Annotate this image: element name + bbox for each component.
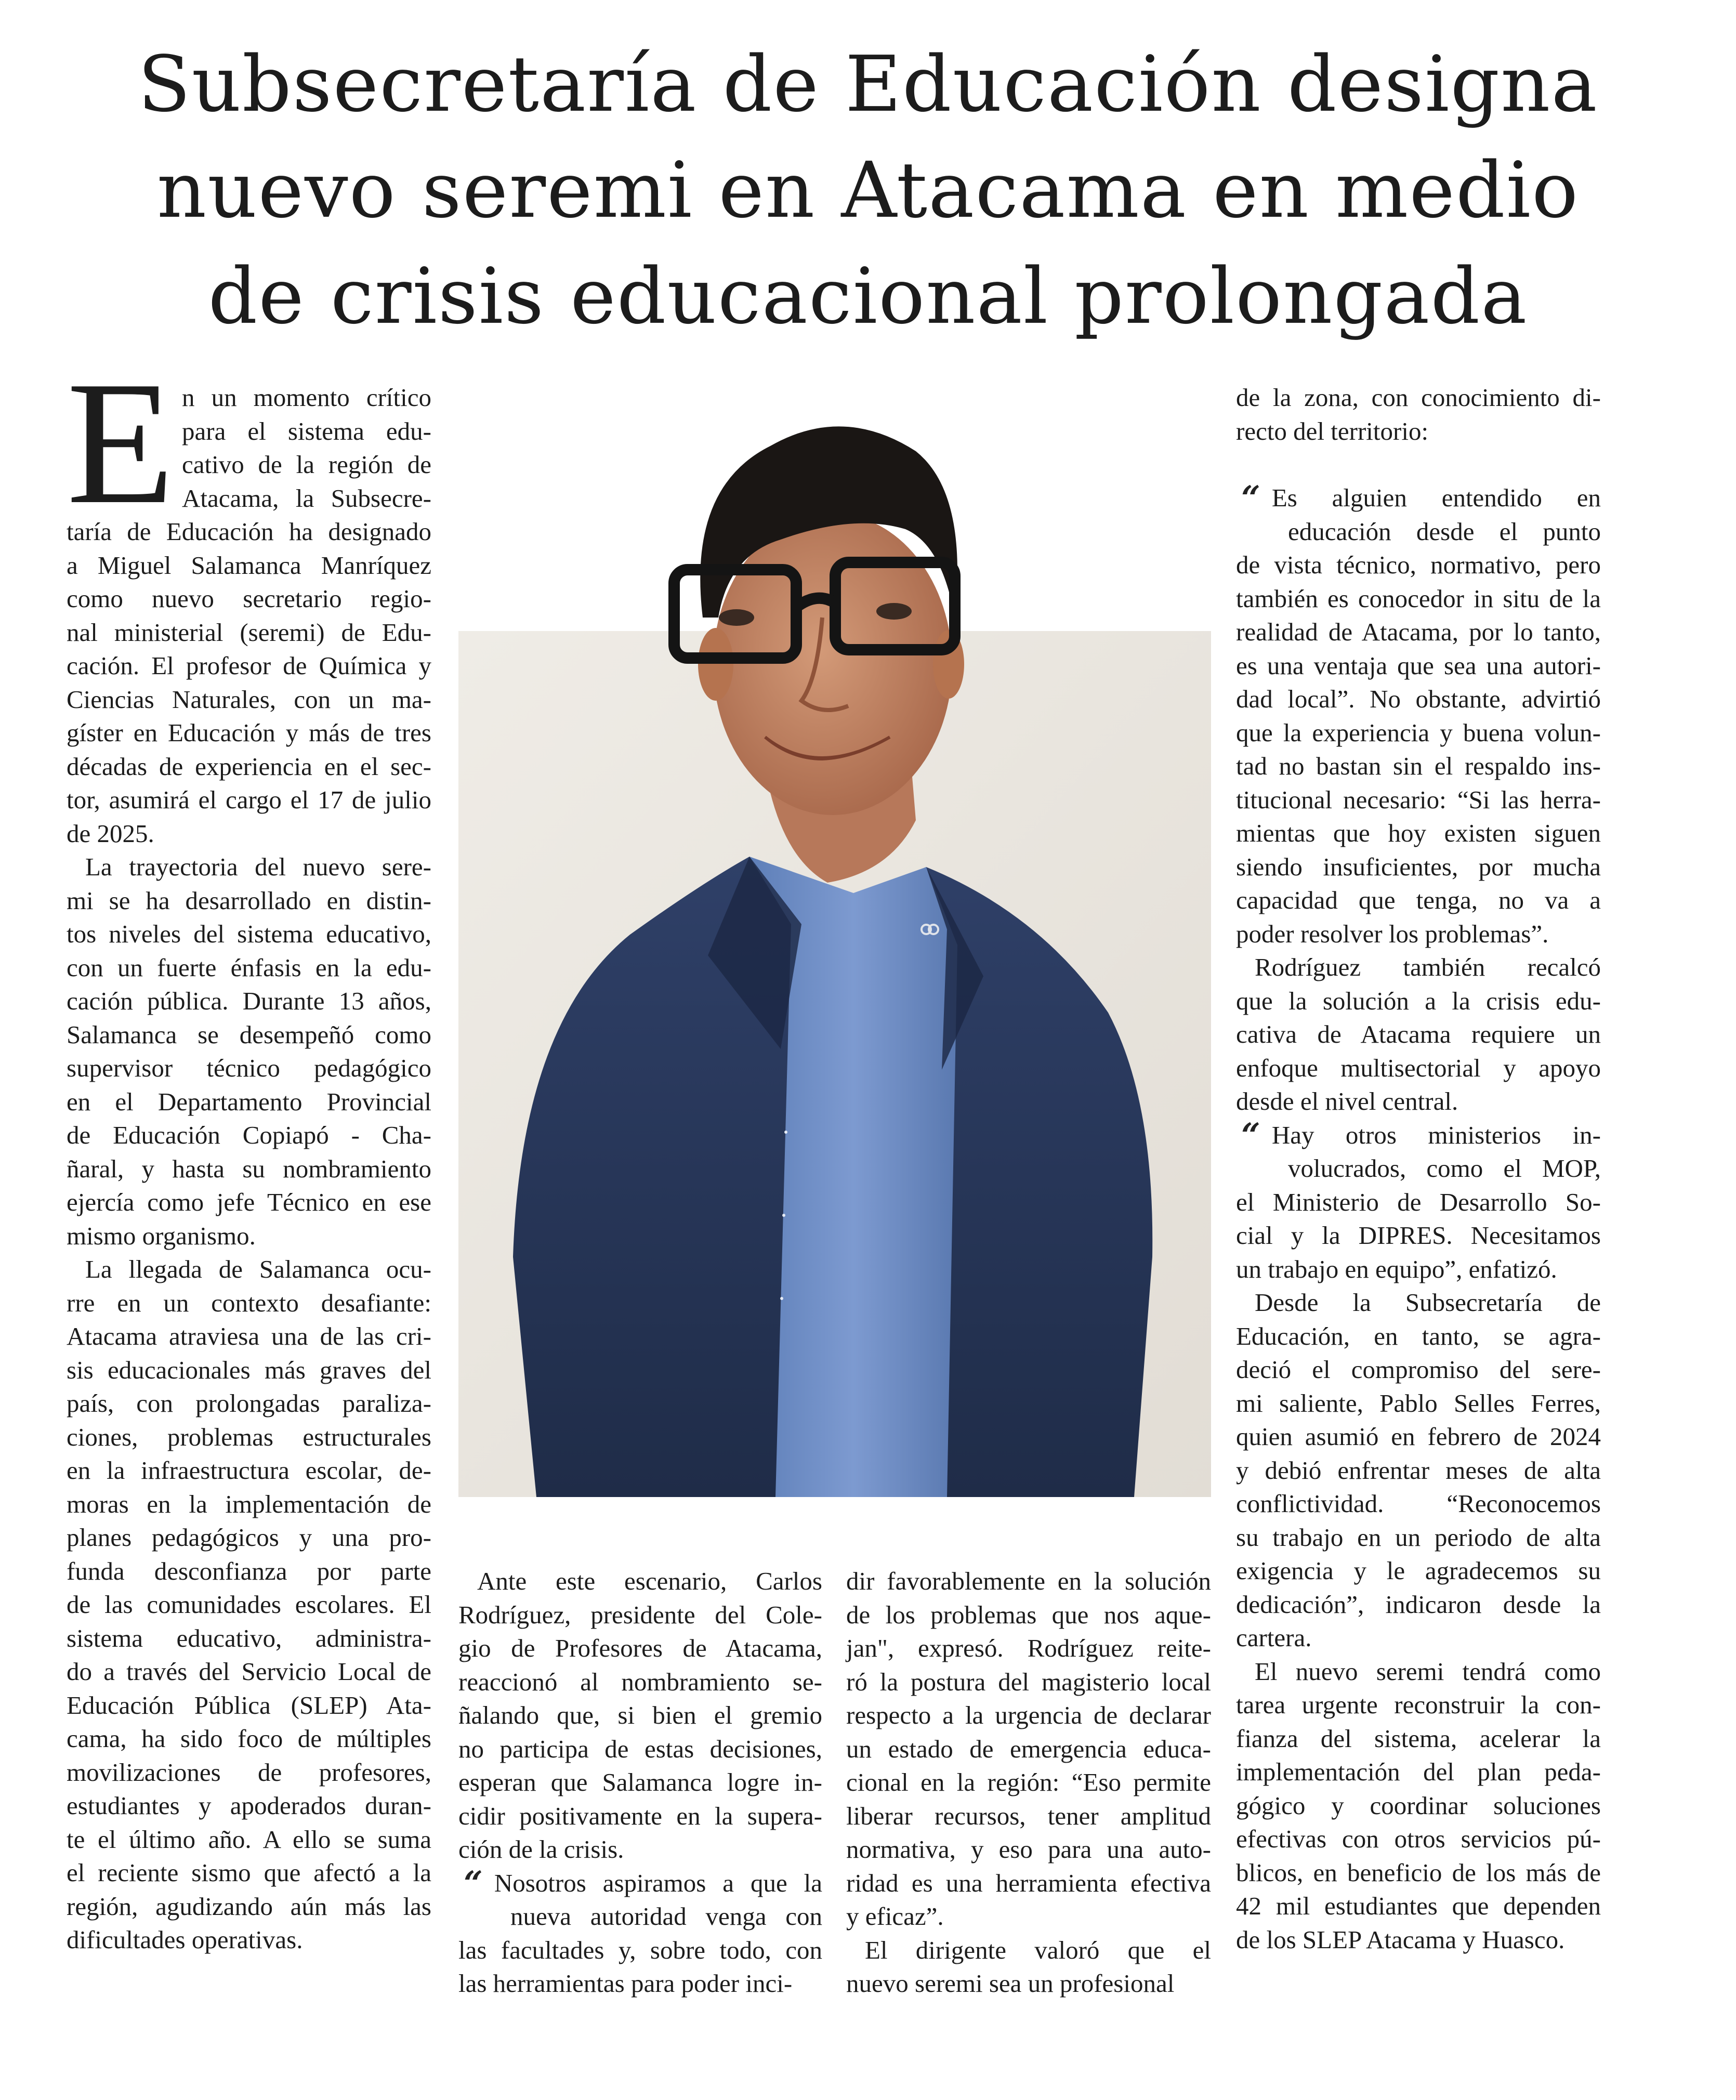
quote-block — [1236, 1115, 1601, 1287]
quote-block — [1236, 481, 1601, 951]
text-line: El nuevo seremi tendrá como — [1255, 1657, 1601, 1686]
text-line — [1236, 1115, 1601, 1155]
text-line: de la zona, con conocimiento di- — [1236, 383, 1601, 412]
text-line: do a través del Servicio Local de — [67, 1657, 431, 1686]
text-line: que la solución a la crisis edu- — [1236, 986, 1601, 1015]
text-line: cación pública. Durante 13 años, — [67, 987, 431, 1015]
text-line: cativo de la región de — [182, 450, 431, 479]
text-line: La trayectoria del nuevo sere- — [85, 852, 431, 881]
text-line: ridad es una herramienta efectiva — [846, 1868, 1211, 1897]
text-line: recto del territorio: — [1236, 416, 1429, 445]
text-line: movilizaciones de profesores, — [67, 1757, 431, 1787]
text-line: Rodríguez también recalcó — [1255, 953, 1601, 981]
text-line: mi se ha desarrollado en distin- — [67, 886, 431, 915]
text-line: 42 mil estudiantes que dependen — [1236, 1892, 1601, 1920]
text-line: gógico y coordinar soluciones — [1236, 1791, 1601, 1820]
column-2 — [458, 1565, 822, 2001]
text-line: sis educacionales más graves del — [67, 1355, 431, 1384]
text-line: Educación, en tanto, se agra- — [1236, 1321, 1601, 1350]
text-line: mismo organismo. — [67, 1221, 256, 1250]
text-line: tos niveles del sistema educativo, — [67, 920, 431, 948]
text-line: Atacama, la Subsecre- — [182, 483, 431, 513]
column-1 — [67, 381, 431, 1957]
text-line: y debió enfrentar meses de alta — [1236, 1455, 1601, 1485]
headline — [31, 31, 1705, 349]
text-line: respecto a la urgencia de declarar — [846, 1701, 1211, 1729]
text-line: que la experiencia y buena volun- — [1236, 718, 1601, 747]
text-line: Salamanca se desempeñó como — [67, 1020, 431, 1049]
text-line: normativa, y eso para una auto- — [846, 1835, 1211, 1863]
quote-block — [458, 1863, 822, 2001]
text-line: cartera. — [1236, 1623, 1312, 1652]
text-line: Ciencias Naturales, con un ma- — [67, 685, 431, 714]
text-line: cial y la DIPRES. Necesitamos — [1236, 1221, 1601, 1250]
text-line: dedicación”, indicaron desde la — [1236, 1590, 1601, 1619]
quote-open-icon: “ — [1241, 479, 1260, 518]
text-line: ciones, problemas estructurales — [67, 1422, 431, 1451]
text-line: reaccionó al nombramiento se- — [458, 1667, 822, 1696]
text-line: un trabajo en equipo”, enfatizó. — [1236, 1254, 1557, 1283]
text-line: dificultades operativas. — [67, 1925, 303, 1954]
text-line: nuevo seremi sea un profesional — [846, 1969, 1175, 1998]
text-line: realidad de Atacama, por lo tanto, — [1236, 618, 1601, 646]
text-line: su trabajo en un periodo de alta — [1236, 1522, 1601, 1552]
text-line: volucrados, como el MOP, — [1288, 1154, 1601, 1183]
text-line: de vista técnico, normativo, pero — [1236, 550, 1601, 579]
drop-cap: E — [67, 345, 175, 541]
quote-open-icon: “ — [464, 1863, 483, 1903]
column-3 — [846, 1565, 1211, 2001]
text-line: el reciente sismo que afectó a la — [67, 1858, 431, 1887]
text-line: taría de Educación ha designado — [67, 517, 431, 546]
text-line: blicos, en beneficio de los más de — [1236, 1858, 1601, 1887]
text-line: efectivas con otros servicios pú- — [1236, 1825, 1601, 1853]
text-line: educación desde el punto — [1288, 517, 1601, 546]
quote-text: Es alguien entendido en — [1271, 483, 1601, 512]
intro-paragraph — [67, 381, 431, 515]
text-line: con un fuerte énfasis en la edu- — [67, 953, 431, 982]
text-line: cativa de Atacama requiere un — [1236, 1020, 1601, 1048]
text-line: de los problemas que nos aque- — [846, 1600, 1211, 1629]
text-line: de las comunidades escolares. El — [67, 1590, 431, 1619]
paragraph — [1236, 1655, 1601, 1957]
text-line: cación. El profesor de Química y — [67, 651, 431, 680]
text-line: capacidad que tenga, no va a — [1236, 886, 1601, 914]
text-line: planes pedagógicos y una pro- — [67, 1523, 431, 1552]
text-line: como nuevo secretario regio- — [67, 584, 431, 613]
text-line: tarea urgente reconstruir la con- — [1236, 1690, 1601, 1719]
text-line: jan", expresó. Rodríguez reite- — [846, 1634, 1211, 1662]
text-line: te el último año. A ello se suma — [67, 1825, 431, 1854]
text-line: el Ministerio de Desarrollo So- — [1236, 1187, 1601, 1216]
text-line: liberar recursos, tener amplitud — [846, 1801, 1211, 1830]
text-line: en la infraestructura escolar, de- — [67, 1456, 431, 1485]
text-line: de Educación Copiapó - Cha- — [67, 1121, 431, 1149]
text-line: moras en la implementación de — [67, 1489, 431, 1518]
paragraph — [1236, 1286, 1601, 1655]
text-line: también es conocedor in situ de la — [1236, 584, 1601, 613]
headline-line-2: nuevo seremi en Atacama en medio — [156, 146, 1580, 235]
text-line: desde el nivel central. — [1236, 1087, 1458, 1115]
text-line: mientas que hoy existen siguen — [1236, 819, 1601, 847]
text-line: La llegada de Salamanca ocu- — [85, 1255, 431, 1283]
paragraph — [1236, 381, 1601, 448]
text-line: décadas de experiencia en el sec- — [67, 752, 431, 781]
text-line: funda desconfianza por parte — [67, 1556, 431, 1585]
text-line: en el Departamento Provincial — [67, 1087, 431, 1116]
column-4 — [1236, 381, 1601, 1957]
text-line: de 2025. — [67, 819, 154, 848]
text-line: tor, asumirá el cargo el 17 de julio — [67, 785, 431, 814]
text-line: estudiantes y apoderados duran- — [67, 1791, 431, 1820]
text-line: para el sistema edu- — [182, 416, 431, 445]
paragraph — [1236, 951, 1601, 1119]
text-line: fianza del sistema, acelerar la — [1236, 1724, 1601, 1753]
text-line: titucional necesario: “Si las herra- — [1236, 785, 1601, 814]
text-line: es una ventaja que sea una autori- — [1236, 651, 1601, 680]
text-line: sistema educativo, administra- — [67, 1623, 431, 1652]
text-line: a Miguel Salamanca Manríquez — [67, 550, 431, 580]
text-line: de los SLEP Atacama y Huasco. — [1236, 1925, 1565, 1954]
paragraph — [67, 1253, 431, 1957]
text-line: n un momento crítico — [182, 383, 431, 412]
paragraph — [458, 1565, 822, 1867]
text-line: El dirigente valoró que el — [865, 1935, 1211, 1964]
text-line: rre en un contexto desafiante: — [67, 1288, 431, 1317]
text-line: enfoque multisectorial y apoyo — [1236, 1053, 1601, 1082]
text-line: nueva autoridad venga con — [510, 1902, 822, 1931]
text-line: quien asumió en febrero de 2024 — [1236, 1422, 1601, 1451]
text-line: cidir positivamente en la supera- — [458, 1801, 822, 1830]
text-line: gio de Profesores de Atacama, — [458, 1634, 822, 1662]
quote-text: Hay otros ministerios in- — [1271, 1120, 1601, 1149]
portrait-photo — [458, 373, 1211, 1497]
text-line: Educación Pública (SLEP) Ata- — [67, 1690, 431, 1720]
text-line: esperan que Salamanca logre in- — [458, 1768, 822, 1796]
text-line: dad local”. No obstante, advirtió — [1236, 685, 1601, 713]
quote-block-continued — [846, 1565, 1211, 1934]
text-line: cional en la región: “Eso permite — [846, 1768, 1211, 1796]
text-line: Rodríguez, presidente del Cole- — [458, 1600, 822, 1629]
text-line: siendo insuficientes, por mucha — [1236, 852, 1601, 881]
text-line: y eficaz”. — [846, 1902, 944, 1931]
text-line: país, con prolongadas paraliza- — [67, 1389, 431, 1418]
headline-line-3: de crisis educacional prolongada — [208, 252, 1528, 341]
text-line: dir favorablemente en la solución — [846, 1567, 1211, 1595]
text-line: mi saliente, Pablo Selles Ferres, — [1236, 1388, 1601, 1418]
text-line: implementación del plan peda- — [1236, 1757, 1601, 1786]
text-line: poder resolver los problemas”. — [1236, 919, 1549, 948]
text-line: ñalando que, si bien el gremio — [458, 1701, 822, 1729]
text-line: supervisor técnico pedagógico — [67, 1054, 431, 1082]
text-line: gíster en Educación y más de tres — [67, 718, 431, 747]
headline-line-1: Subsecretaría de Educación designa — [138, 40, 1598, 129]
text-line: un estado de emergencia educa- — [846, 1734, 1211, 1763]
text-line: Ante este escenario, Carlos — [477, 1567, 822, 1595]
text-line — [1236, 479, 1601, 518]
text-line: no participa de estas decisiones, — [458, 1734, 822, 1763]
text-line: ejercía como jefe Técnico en ese — [67, 1188, 431, 1216]
text-line: las facultades y, sobre todo, con — [458, 1935, 822, 1964]
text-line: Atacama atraviesa una de las cri- — [67, 1322, 431, 1350]
text-line: deció el compromiso del sere- — [1236, 1355, 1601, 1384]
text-line: ró la postura del magisterio local — [846, 1667, 1211, 1696]
text-line: cama, ha sido foco de múltiples — [67, 1724, 431, 1753]
text-line: tad no bastan sin el respaldo ins- — [1236, 752, 1601, 780]
quote-open-icon: “ — [1241, 1115, 1260, 1155]
text-line: conflictividad. “Reconocemos — [1236, 1489, 1601, 1518]
text-line: región, agudizando aún más las — [67, 1892, 431, 1921]
paragraph — [67, 850, 431, 1253]
paragraph — [846, 1934, 1211, 2001]
quote-text: Nosotros aspiramos a que la — [494, 1868, 822, 1897]
text-line: exigencia y le agradecemos su — [1236, 1556, 1601, 1585]
text-line: nal ministerial (seremi) de Edu- — [67, 618, 431, 647]
text-line — [458, 1863, 822, 1903]
text-line: las herramientas para poder inci- — [458, 1969, 793, 1998]
text-line: ñaral, y hasta su nombramiento — [67, 1154, 431, 1183]
intro-paragraph-continued — [67, 515, 431, 850]
text-line: Desde la Subsecretaría de — [1255, 1288, 1601, 1317]
text-line: ción de la crisis. — [458, 1835, 624, 1863]
